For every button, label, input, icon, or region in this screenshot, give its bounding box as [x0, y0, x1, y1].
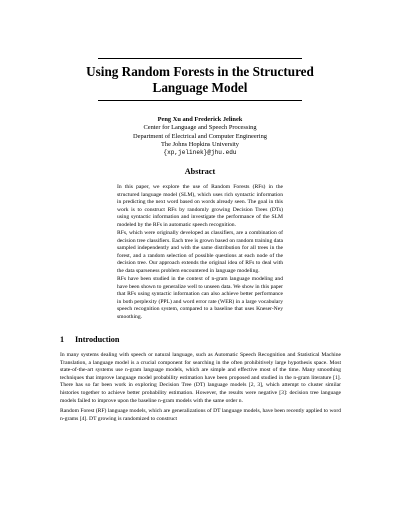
section-heading-introduction [60, 335, 119, 344]
abstract-paragraph-3: RFs have been studied in the context of n-gram language modeling and have been shown to generalize well to unseen data. We show in this paper that RFs using syntactic information can also achieve better performance in both perplexity (PPL) and word error rate (WER) in a large vocabulary speech recognition system, compared to a baseline that uses Kneser-Ney smoothing. [117, 276, 283, 320]
affiliation-center: Center for Language and Speech Processing [143, 124, 257, 132]
paper-title [60, 64, 340, 95]
introduction-paragraph-2: Random Forest (RF) language models, which are generalizations of DT language models, have been recently applied to word n-grams [4]. DT growing is randomized to construct [60, 408, 341, 422]
author-block [60, 116, 340, 157]
author-names: Peng Xu and Frederick Jelinek [157, 116, 243, 123]
introduction-paragraph-1: In many systems dealing with speech or natural language, such as Automatic Speech Recognition and Statistical Machine Translation, a language model is a crucial component for searching in the often prohibitively large hypothesis space. Most state-of-the-art systems use n-gram language models, which are simple and effective most of the time. Many smoothing techniques that improve language model probability estimation have been proposed and studied in the n-gram literature [1]. There has so far been work in exploring Decision Tree (DT) language models [2, 3], which attempt to cluster similar histories together to achieve better probability estimation. However, the results were negative [3]: decision tree language models failed to improve upon the baseline n-gram models with the same order n. [60, 352, 341, 404]
author-email: {xp,jelinek}@jhu.edu [163, 149, 237, 157]
abstract-paragraph-2: RFs, which were originally developed as classifiers, are a combination of decision tree classifiers. Each tree is grown based on random training data sampled independently and with the same distribution for all trees in the forest, and a random selection of possible questions at each node of the decision tree. Our approach extends the original idea of RFs to deal with the data sparseness problem encountered in language modeling. [117, 230, 283, 274]
section-number: 1 [60, 335, 65, 344]
section-title: Introduction [75, 335, 120, 344]
title-rule-top [98, 58, 302, 59]
title-line-1: Using Random Forests in the Structured [86, 64, 314, 79]
introduction-body [60, 352, 341, 426]
abstract-body [117, 184, 283, 322]
affiliation-department: Department of Electrical and Computer Engineering [133, 132, 267, 140]
title-rule-bottom [98, 100, 302, 101]
abstract-paragraph-1: In this paper, we explore the use of Random Forests (RFs) in the structured language model (SLM), which uses rich syntactic information in predicting the next word based on words already seen. The goal in this work is to construct RFs by randomly growing Decision Trees (DTs) using syntactic information and investigate the performance of the SLM modeled by the RFs in automatic speech recognition. [117, 184, 283, 228]
affiliation-university: The Johns Hopkins University [161, 140, 239, 148]
abstract-heading: Abstract [184, 167, 216, 176]
title-line-2: Language Model [152, 79, 248, 95]
